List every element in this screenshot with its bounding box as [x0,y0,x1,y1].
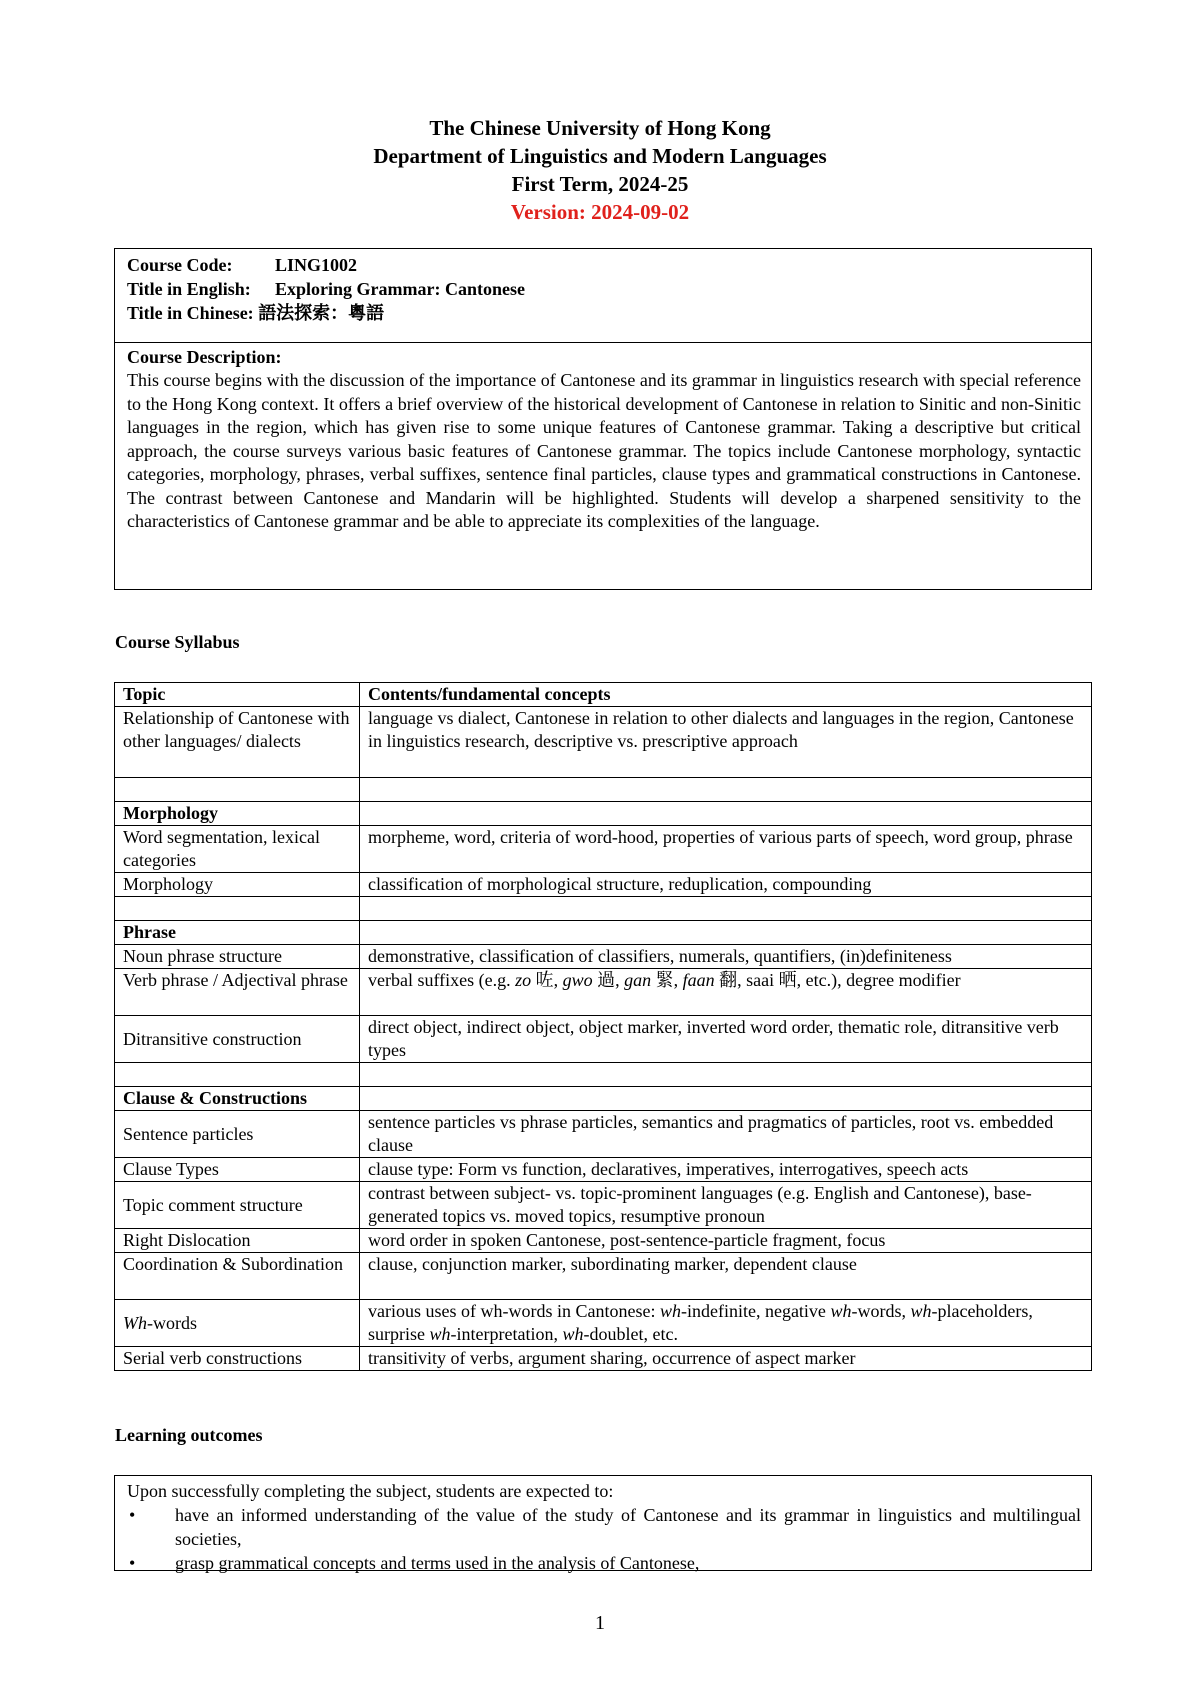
contents-cell: clause type: Form vs function, declaratives, imperatives, interrogatives, speech acts [360,1158,1092,1182]
table-row [115,1016,1092,1063]
topic-cell: Serial verb constructions [115,1347,360,1371]
course-code: LING1002 [275,255,358,275]
column-header-topic: Topic [115,683,360,707]
title-zh: 語法探索：粵語 [258,303,385,323]
topic-cell: Relationship of Cantonese with other languages/ dialects [115,707,360,778]
table-row [115,945,1092,969]
contents-cell: classification of morphological structure, reduplication, compounding [360,873,1092,897]
heading-phrase: Phrase [115,921,360,945]
page-number: 1 [595,1612,605,1634]
description-label: Course Description: [127,347,282,367]
learning-outcomes-title: Learning outcomes [115,1425,263,1445]
table-row-empty [115,778,1092,802]
term: First Term, 2024-25 [511,172,689,196]
course-info-box [114,248,1092,590]
list-item: • have an informed understanding of the value of the study of Cantonese and its grammar in linguistics and multilingual societies, [129,1505,1081,1549]
topic-cell: Clause Types [115,1158,360,1182]
contents-cell: various uses of wh-words in Cantonese: wh-indefinite, negative wh-words, wh-placeholders, surprise wh-interpretation, wh-doublet, etc. [360,1300,1092,1347]
topic-cell: Wh-words [115,1300,360,1347]
topic-cell: Coordination & Subordination [115,1253,360,1300]
bullet-icon: • [129,1553,136,1573]
course-codes [115,249,1091,343]
contents-cell: demonstrative, classification of classifiers, numerals, quantifiers, (in)definiteness [360,945,1092,969]
document-header [0,114,1200,226]
table-row [115,1300,1092,1347]
table-row [115,826,1092,873]
contents-cell: contrast between subject- vs. topic-prominent languages (e.g. English and Cantonese), base-generated topics vs. moved topics, resumptive pronoun [360,1182,1092,1229]
outcomes-intro: Upon successfully completing the subject, students are expected to: [127,1481,614,1501]
table-row-heading [115,802,1092,826]
topic-cell: Sentence particles [115,1111,360,1158]
table-row [115,873,1092,897]
course-code-label: Course Code: [127,255,233,275]
topic-cell: Topic comment structure [115,1182,360,1229]
department-name: Department of Linguistics and Modern Languages [373,144,827,168]
description-text: This course begins with the discussion of the importance of Cantonese and its grammar in linguistics research with special reference to the Hong Kong context. It offers a brief overview of the historical development of Cantonese in relation to Sinitic and non-Sinitic languages in the region, which has given rise to some unique features of Cantonese grammar. Taking a descriptive but critical approach, the course surveys various basic features of Cantonese grammar. The topics include Cantonese morphology, syntactic categories, morphology, phrases, verbal suffixes, sentence final particles, clause types and grammatical constructions in Cantonese. The contrast between Cantonese and Mandarin will be highlighted. Students will develop a sharpened sensitivity to the characteristics of Cantonese grammar and be able to appreciate its complexities of the language. [127,370,1081,531]
table-row [115,1347,1092,1371]
table-header-row [115,683,1092,707]
version: Version: 2024-09-02 [510,200,690,224]
title-zh-label: Title in Chinese: [127,303,254,323]
course-description [115,343,1091,534]
title-en: Exploring Grammar: Cantonese [275,279,525,299]
topic-cell: Right Dislocation [115,1229,360,1253]
topic-cell: Ditransitive construction [115,1016,360,1063]
syllabus-table [114,682,1092,1371]
contents-cell: sentence particles vs phrase particles, semantics and pragmatics of particles, root vs. embedded clause [360,1111,1092,1158]
topic-cell: Morphology [115,873,360,897]
table-row [115,1158,1092,1182]
table-row-heading [115,1087,1092,1111]
university-name: The Chinese University of Hong Kong [429,116,771,140]
heading-morphology: Morphology [115,802,360,826]
column-header-contents: Contents/fundamental concepts [360,683,1092,707]
learning-outcomes-box [114,1475,1092,1571]
table-row-heading [115,921,1092,945]
topic-cell: Noun phrase structure [115,945,360,969]
topic-cell: Word segmentation, lexical categories [115,826,360,873]
contents-cell: morpheme, word, criteria of word-hood, properties of various parts of speech, word group, phrase [360,826,1092,873]
topic-cell: Verb phrase / Adjectival phrase [115,969,360,1016]
table-row [115,1229,1092,1253]
table-row [115,1111,1092,1158]
contents-cell: word order in spoken Cantonese, post-sentence-particle fragment, focus [360,1229,1092,1253]
bullet-icon: • [129,1505,136,1525]
contents-cell: transitivity of verbs, argument sharing, occurrence of aspect marker [360,1347,1092,1371]
table-row [115,969,1092,1016]
table-row-empty [115,1063,1092,1087]
contents-cell: verbal suffixes (e.g. zo 咗, gwo 過, gan 緊, faan 翻, saai 晒, etc.), degree modifier [360,969,1092,1016]
table-row [115,1253,1092,1300]
table-row [115,707,1092,778]
title-en-label: Title in English: [127,279,251,299]
contents-cell: language vs dialect, Cantonese in relation to other dialects and languages in the region, Cantonese in linguistics research, descriptive vs. prescriptive approach [360,707,1092,778]
contents-cell: direct object, indirect object, object marker, inverted word order, thematic role, ditransitive verb types [360,1016,1092,1063]
heading-clause-constructions: Clause & Constructions [115,1087,360,1111]
syllabus-title: Course Syllabus [115,632,240,652]
contents-cell: clause, conjunction marker, subordinating marker, dependent clause [360,1253,1092,1300]
table-row [115,1182,1092,1229]
list-item: • grasp grammatical concepts and terms used in the analysis of Cantonese, [129,1553,700,1573]
table-row-empty [115,897,1092,921]
